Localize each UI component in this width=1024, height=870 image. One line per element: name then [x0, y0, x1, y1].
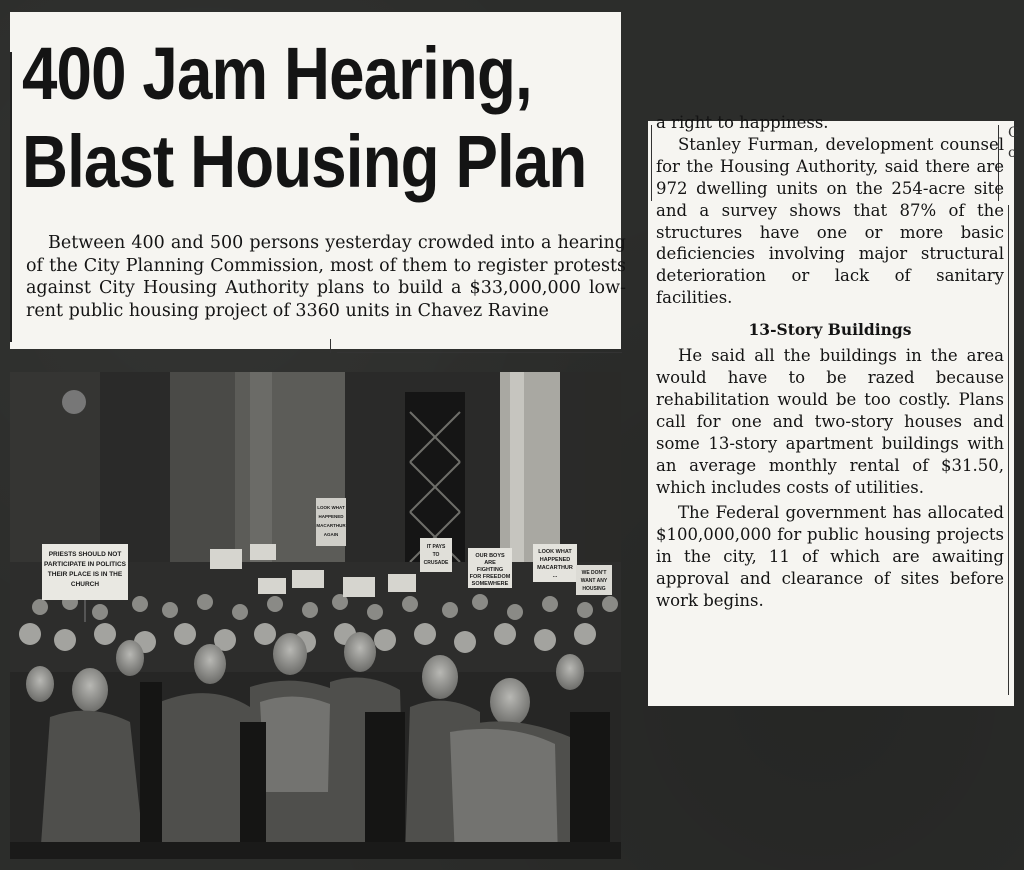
sign-text: CHURCH	[70, 581, 100, 588]
hearing-photograph	[10, 372, 621, 859]
sign-text: HAPPENED	[318, 514, 344, 519]
sign-text: HAPPENED	[539, 557, 571, 563]
column-rule	[1008, 205, 1009, 695]
column-rule	[651, 125, 652, 201]
sign-text: PRIESTS SHOULD NOT	[48, 551, 122, 558]
sign-text: PARTICIPATE IN POLITICS	[44, 561, 126, 568]
column-rule	[10, 52, 17, 342]
sign-text: OUR BOYS	[475, 553, 505, 559]
sign-text: FIGHTING	[476, 567, 504, 573]
sign-text: MACARTHUR	[537, 565, 573, 571]
sign-text: SOMEWHERE	[471, 581, 509, 587]
lead-paragraph: Between 400 and 500 persons yesterday crowded into a hearing of the City Planning Commission, most of them to register protests against City Housing Authority plans to build a $33,000,000 low-rent public housing project of 3360 units in Chavez Ravine	[26, 233, 626, 321]
article-column-clipping	[648, 113, 1019, 706]
sign-text: LOOK WHAT	[538, 549, 572, 555]
sign-text: ...	[552, 573, 558, 579]
paragraph-furman: Stanley Furman, development counsel for the Housing Authority, said there are 972 dwelling units on the 254-acre site and a survey shows that 87% of the structures have one or more basic deficiencies involving major structural deterioration or lack of sanitary facilities.	[656, 134, 1004, 308]
protest-sign	[533, 544, 577, 582]
sign-text: FOR FREEDOM	[469, 574, 511, 580]
protest-sign	[468, 548, 512, 588]
subhead: 13-Story Buildings	[748, 320, 912, 340]
adjacent-column-fragment: C c	[1008, 125, 1019, 161]
sign-text: ARE	[484, 560, 496, 566]
sign-text: MACARTHUR	[316, 523, 346, 528]
article-column-text	[656, 113, 1004, 612]
cut-off-line: a right to happiness.	[656, 113, 829, 132]
headline-line-2: Blast Housing Plan	[22, 120, 587, 203]
sign-text: THEIR PLACE IS IN THE	[47, 571, 123, 578]
headline-clipping	[10, 12, 626, 349]
paragraph-federal: The Federal government has allocated $100,000,000 for public housing projects in the city, 11 of which are awaiting approval and clearance of sites before work begins.	[656, 503, 1004, 611]
protest-sign	[316, 498, 346, 546]
column-rule-bottom	[330, 339, 622, 353]
sign-text: CRUSADE	[423, 560, 449, 566]
sign-text: AGAIN	[323, 532, 339, 537]
paragraph-buildings: He said all the buildings in the area would have to be razed because rehabilitation would be too costly. Plans call for one and two-story houses and some 13-story apartment buildings with an average monthly rental of $31.50, which includes costs of utilities.	[656, 346, 1004, 497]
headline-line-1: 400 Jam Hearing,	[22, 32, 532, 115]
sign-text: HOUSING	[582, 586, 606, 592]
sign-text: WE DON'T	[581, 570, 607, 576]
sign-text: IT PAYS	[426, 544, 446, 550]
protest-sign	[420, 538, 452, 572]
sign-text: WANT ANY	[580, 578, 608, 584]
sign-text: LOOK WHAT	[317, 505, 345, 510]
headline	[22, 30, 587, 206]
sign-text: TO	[432, 552, 440, 558]
protest-sign	[576, 565, 612, 595]
